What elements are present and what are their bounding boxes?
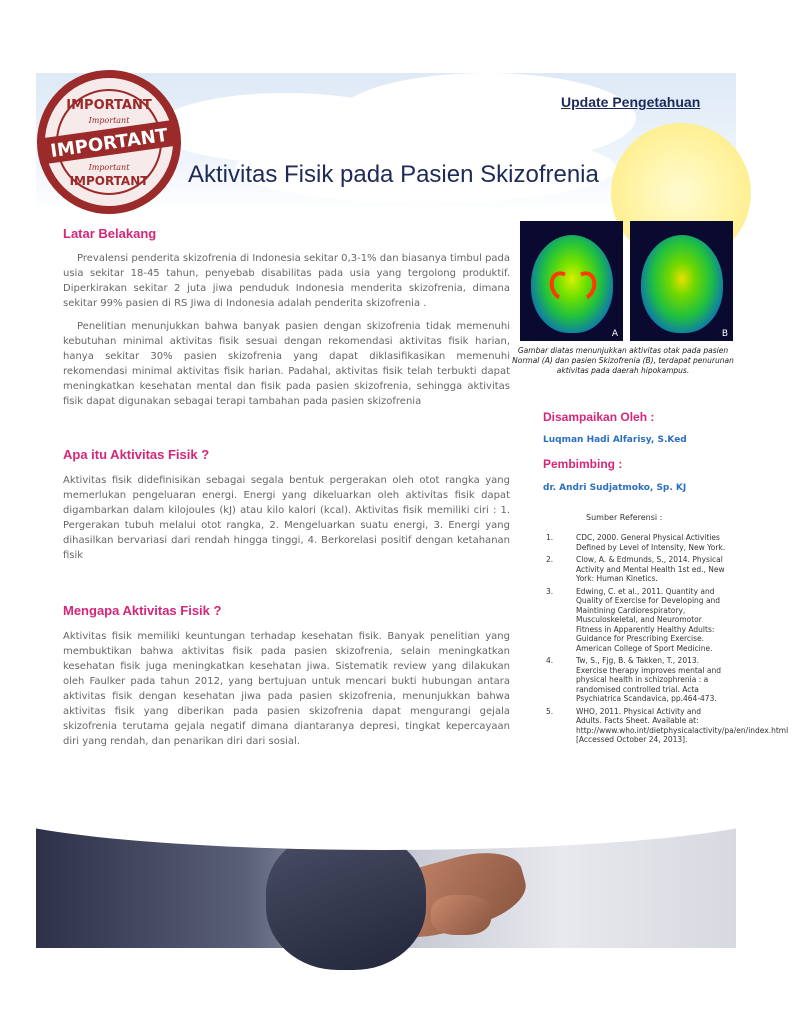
reference-number: 3.	[546, 586, 554, 596]
paragraph: Prevalensi penderita skizofrenia di Indonesia sekitar 0,3-1% dan biasanya timbul pada usia sekitar 18-45 tahun, penyebab disabilitas pada usia yang tergolong produktif. Diperkirakan sekitar 2 juta jiwa penduduk Indonesia menderita skizofrenia, dimana sekitar 99% pasien di RS Jiwa di Indonesia adalah penderita skizofrenia .	[63, 253, 510, 309]
reference-text: WHO, 2011. Physical Activity and Adults. Facts Sheet. Available at: http://www.who.int/dietphysicalactivity/pa/en/index.html [Accessed October 24, 2013].	[576, 706, 789, 744]
reference-item	[536, 533, 726, 552]
stamp-bottom-text: IMPORTANT	[69, 174, 149, 188]
reference-number: 1.	[546, 533, 554, 542]
reference-text: CDC, 2000. General Physical Activities Defined by Level of Intensity, New York.	[576, 533, 726, 552]
reference-number: 2.	[546, 555, 554, 564]
brain-scan-schizophrenia	[630, 221, 733, 341]
stamp-small-text: Important	[88, 163, 130, 172]
stamp-top-text: IMPORTANT	[66, 98, 152, 113]
footer-top-curve	[0, 760, 796, 850]
references-title: Sumber Referensi :	[586, 513, 663, 522]
reference-item	[536, 587, 726, 654]
figure-caption: Gambar diatas menunjukkan aktivitas otak pada pasien Normal (A) dan pasien Skizofrenia (B), terdapat penurunan aktivitas pada daerah hipokampus.	[512, 346, 734, 375]
paragraph: Aktivitas fisik didefinisikan sebagai segala bentuk pergerakan oleh otot rangka yang memerlukan pengeluaran energi. Energi yang dikeluarkan oleh aktivitas fisik dapat digambarkan dalam kilojoules (kJ) atau kilo kalori (kcal). Aktivitas fisik memiliki ciri : 1. Pergerakan tubuh melalui otot rangka, 2. Mengeluarkan suatu energi, 3. Energi yang dihasilkan bervariasi dari rendah hingga tinggi, 4. Berkorelasi positif dengan ketahanan fisik	[63, 475, 510, 561]
brain-scan-normal	[520, 221, 623, 341]
reference-item	[536, 656, 726, 704]
footer-photo-banner	[36, 820, 736, 948]
reference-text: Edwing, C. et al., 2011. Quantity and Quality of Exercise for Developing and Maintining Cardiorespiratory, Musculoskeletal, and Neuromotor Fitness in Apparently Healthy Adults: Guidance for Prescribing Exercise. American College of Sport Medicine.	[576, 586, 721, 653]
reference-item	[536, 706, 789, 745]
scan-label-b: B	[721, 329, 728, 339]
reference-number: 5.	[546, 706, 554, 716]
supervisor-label: Pembimbing :	[543, 457, 623, 471]
page-title: Aktivitas Fisik pada Pasien Skizofrenia	[188, 161, 599, 188]
supervisor-name: dr. Andri Sudjatmoko, Sp. KJ	[543, 483, 687, 493]
important-stamp	[34, 67, 184, 217]
body-apa-itu	[63, 473, 510, 571]
reference-text: Clow, A. & Edmunds, S., 2014. Physical Activity and Mental Health 1st ed., New York: Human Kinetics.	[576, 555, 725, 583]
presenter-name: Luqman Hadi Alfarisy, S.Ked	[543, 435, 687, 445]
paragraph: Penelitian menunjukkan bahwa banyak pasien dengan skizofrenia tidak memenuhi kebutuhan minimal aktivitas fisik sesuai dengan rekomendasi aktivitas fisik harian, hanya sekitar 30% pasien skizofrenia yang dapat diklasifikasikan memenuhi rekomendasi minimal aktivitas fisik harian. Padahal, aktivitas fisik telah terbukti dapat meningkatkan kesehatan mental dan fisik pada pasien skizofrenia, sehingga aktivitas fisik dapat digunakan sebagai terapi tambahan pada pasien skizofrenia	[63, 321, 510, 407]
reference-text: Tw, S., Fjg, B. & Takken, T., 2013. Exercise therapy improves mental and physical health in schizophrenia : a randomised controlled trial. Acta Psychiatrica Scandavica, pp.464-473.	[576, 656, 721, 703]
poster-page	[36, 73, 789, 948]
scan-label-a: A	[611, 329, 618, 339]
reference-number: 4.	[546, 656, 554, 665]
stamp-small-text: Important	[88, 116, 130, 125]
stamp-main-text: IMPORTANT	[49, 124, 170, 163]
body-latar-belakang	[63, 251, 510, 417]
brain-image	[641, 235, 723, 333]
section-label: Update Pengetahuan	[561, 94, 701, 110]
heading-apa-itu: Apa itu Aktivitas Fisik ?	[63, 447, 210, 462]
body-mengapa	[63, 629, 510, 757]
heading-mengapa: Mengapa Aktivitas Fisik ?	[63, 603, 222, 618]
heading-latar-belakang: Latar Belakang	[63, 226, 157, 241]
paragraph: Aktivitas fisik memiliki keuntungan terhadap kesehatan fisik. Banyak penelitian yang membuktikan bahwa aktivitas fisik pada pasien skizofrenia, selain meningkatkan kesehatan fisik juga meningkatkan kesehatan jiwa. Sistematik review yang dilakukan oleh Faulker pada tahun 2012, yang bertujuan untuk mencari bukti hubungan antara aktivitas fisik dengan kesehatan jiwa pada pasien skizofrenia, menunjukkan bahwa aktivitas fisik yang diberikan pada pasien skizofrenia dapat mengurangi gejala skizofrenia terutama gejala negatif dimana diantaranya depresi, tingkat kepercayaan diri yang rendah, dan penarikan diri dari sosial.	[63, 631, 510, 747]
runner-hand-graphic	[431, 895, 491, 935]
references-list	[536, 533, 789, 748]
reference-item	[536, 555, 726, 584]
presented-by-label: Disampaikan Oleh :	[543, 410, 655, 424]
runner-body-graphic	[266, 830, 426, 970]
